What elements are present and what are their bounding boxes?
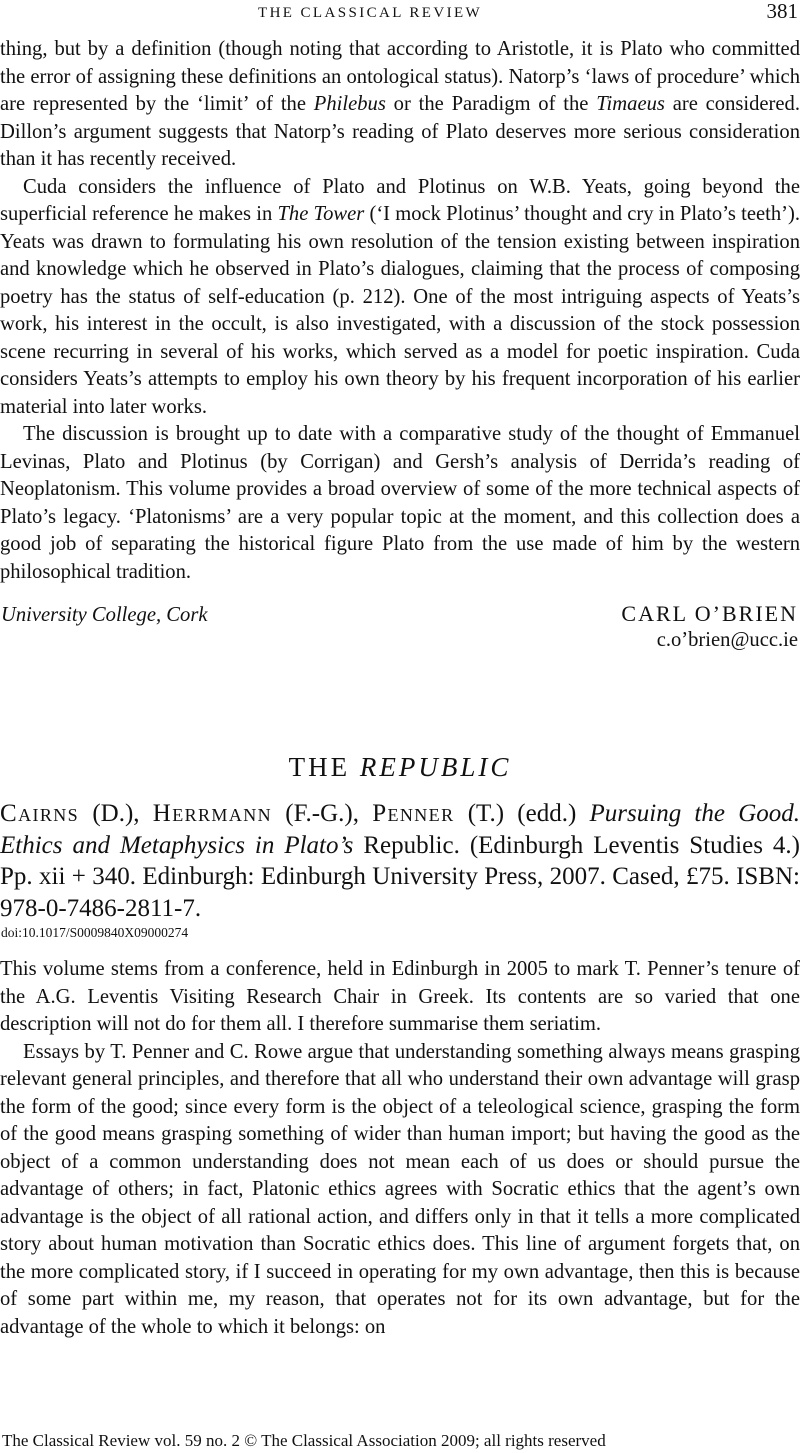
citation-author: Penner: [372, 800, 455, 827]
italic-work-title: Timaeus: [596, 93, 665, 115]
running-head: [0, 2, 800, 24]
article-body: [0, 36, 800, 1341]
citation-publication-details: Republic. (Edinburgh Leventis Studies 4.) Pp. xii + 340. Edinburgh: Edinburgh University Press, 2007. Cased, £75. ISBN: 978-0-7486-2811-7.: [0, 831, 800, 922]
page-footer: The Classical Review vol. 59 no. 2 © The Classical Association 2009; all rights reserved: [2, 1431, 606, 1450]
reviewer-email: c.o’brien@ucc.ie: [656, 629, 798, 651]
review-paragraph-intro: This volume stems from a conference, held in Edinburgh in 2005 to mark T. Penner’s tenure of the A.G. Leventis Visiting Research Chair in Greek. Its contents are so varied that one description will not do for them all. I therefore summarise them seriatim.: [0, 958, 800, 1035]
citation-author: Cairns: [0, 800, 80, 827]
book-citation: [0, 798, 800, 924]
text-run: or the Paradigm of the: [385, 93, 597, 115]
page-number: 381: [766, 0, 798, 23]
citation-author: Herrmann: [152, 800, 273, 827]
citation-initials: (D.),: [79, 800, 153, 827]
paragraph-conclusion: The discussion is brought up to date with a comparative study of the thought of Emmanuel Levinas, Plato and Plotinus (by Corrigan) and Gersh’s analysis of Derrida’s reading of Neoplatonism. This volume provides a broad overview of some of the more technical aspects of Plato’s legacy. ‘Platonisms’ are a very popular topic at the moment, and this collection does a good job of separating the historical figure Plato from the use made of him by the western philosophical tradition.: [0, 423, 800, 583]
paragraph-cuda: [0, 174, 800, 422]
citation-doi: doi:10.1017/S0009840X09000274: [1, 925, 189, 940]
text-run: thing, but by a definition (though noting that according to Aristotle, it is Plato who committed the error of assigning these definitions an ontological status). Natorp’s ‘laws of procedure’ which are represented by the ‘limit’ of the: [0, 38, 800, 115]
reviewer-name: CARL O’BRIEN: [621, 601, 798, 626]
journal-running-title: THE CLASSICAL REVIEW: [258, 5, 483, 21]
reviewer-institution: University College, Cork: [1, 604, 208, 626]
citation-initials: (F.-G.),: [272, 800, 373, 827]
text-run: (‘I mock Plotinus’ thought and cry in Plato’s teeth’). Yeats was drawn to formulating his own resolution of the tension existing between inspiration and knowledge which he observed in Plato’s dialogues, claiming that the process of composing poetry has the status of self-education (p. 212). One of the most intriguing aspects of Yeats’s work, his interest in the occult, is also investigated, with a discussion of the stock possession scene recurring in several of his works, which served as a model for poetic inspiration. Cuda considers Yeats’s attempts to employ his own theory by his frequent incorporation of his earlier material into later works.: [0, 203, 800, 418]
section-heading-italic: REPUBLIC: [359, 752, 512, 782]
italic-work-title: The Tower: [277, 203, 365, 225]
text-run: Cuda considers the influence of Plato and Plotinus on W.B. Yeats, going beyond the superficial reference he makes in: [0, 175, 800, 225]
citation-book-title: Pursuing the Good. Ethics and Metaphysics in Plato’s: [0, 800, 800, 859]
review-paragraph-penner-rowe: Essays by T. Penner and C. Rowe argue that understanding something always means grasping relevant general principles, and therefore that all who understand their own advantage will grasp the form of the good; since every form is the object of a teleological science, grasping the form of the good means grasping something of wider than human import; but having the good as the object of a common understanding does not mean each of us does or should pursue the advantage of others; in fact, Platonic ethics agrees with Socratic ethics that the agent’s own advantage is the object of all rational action, and differs only in that it tells a more complicated story about human motivation than Socratic ethics does. This line of argument forgets that, on the more complicated story, if I succeed in operating for my own advantage, then this is because of some part within me, my reason, that operates not for its own advantage, but for the advantage of the whole to which it belongs: on: [0, 1040, 800, 1338]
paragraph-dillon-continuation: [0, 36, 800, 174]
citation-initials: (T.) (edd.): [454, 800, 590, 827]
section-heading: [0, 750, 800, 784]
text-run: are considered. Dillon’s argument suggests that Natorp’s reading of Plato deserves more serious consideration than it has recently received.: [0, 93, 800, 170]
section-heading-prefix: THE: [288, 752, 360, 782]
reviewer-signature: [0, 602, 800, 654]
italic-work-title: Philebus: [313, 93, 386, 115]
